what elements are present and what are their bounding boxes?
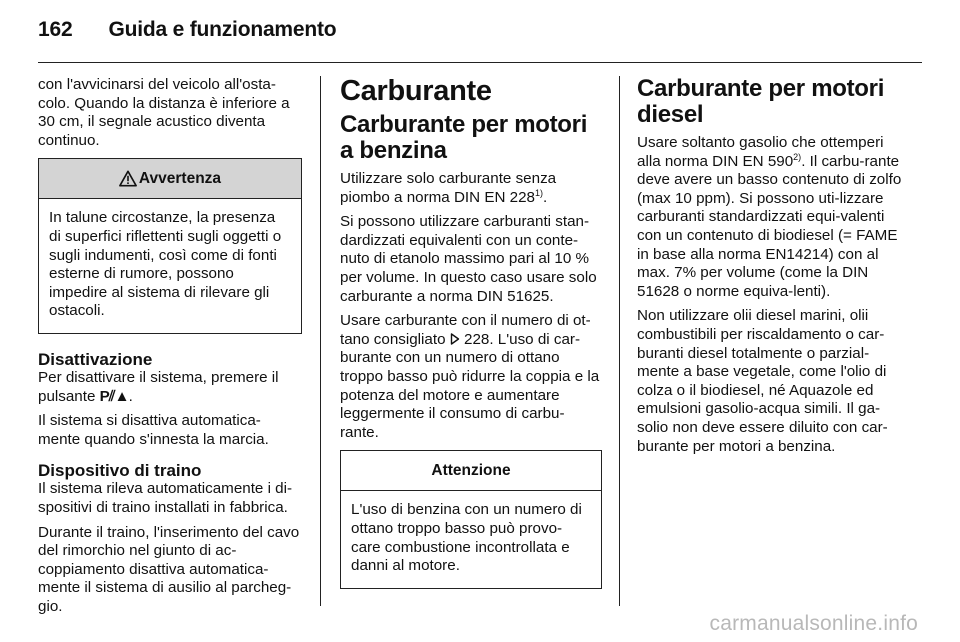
page-header bbox=[38, 18, 336, 48]
warning-triangle-icon bbox=[119, 170, 137, 187]
towing-paragraph-2: Durante il traino, l'inserimento del cavo del rimorchio nel giunto di ac-coppiamento disattiva automatica-mente il sistema di ausilio al parcheg-gio. bbox=[38, 523, 300, 615]
caution-box-body bbox=[341, 491, 601, 587]
watermark: carmanualsonline.info bbox=[709, 612, 918, 635]
warning-box-body bbox=[39, 199, 301, 333]
towing-paragraph-1: Il sistema rileva automaticamente i di-spositivi di traino installati in fabbrica. bbox=[38, 480, 293, 516]
caution-text: L'uso di benzina con un numero di ottano troppo basso può provo-care combustione incontrollata e danni al motore. bbox=[351, 501, 582, 575]
footnote-marker-2: 2) bbox=[793, 151, 802, 162]
column-2 bbox=[340, 76, 602, 605]
diesel-text: Usare soltanto gasolio che ottemperi alla norma DIN EN 590 bbox=[637, 134, 884, 170]
column-divider-right bbox=[619, 76, 620, 606]
park-assist-icon: P⫽▲ bbox=[99, 387, 129, 405]
deactivation-text-end: . bbox=[128, 387, 133, 405]
petrol-fuel-heading: Carburante per motori a benzina bbox=[340, 111, 588, 164]
footnote-marker-1: 1) bbox=[535, 187, 544, 198]
caution-box bbox=[340, 450, 602, 588]
deactivation-text: Per disattivare il sistema, premere il pulsante bbox=[38, 368, 279, 405]
diesel-text-end: . Il carbu-rante deve avere un basso contenuto di zolfo (max 10 ppm). Si possono uti-lizzare carburanti standardizzati equi-valenti con un contenuto di biodiesel (= FAME in base alla norma EN14214) con al max. 7% per volume (come la DIN 51628 o norme equiva-lenti). bbox=[637, 152, 902, 300]
octane-text: Usare carburante con il numero di ot-tano consigliato bbox=[340, 312, 591, 348]
header-rule bbox=[38, 62, 922, 63]
page-number: 162 bbox=[38, 18, 73, 41]
petrol-paragraph-2: Si possono utilizzare carburanti stan-dardizzati equivalenti con un conte-nuto di etanolo massimo pari al 10 % per volume. In questo caso usare solo carburante a norma DIN 51625. bbox=[340, 213, 597, 305]
reference-arrow-icon bbox=[450, 333, 460, 345]
warning-title: Avvertenza bbox=[138, 169, 222, 187]
fuel-heading: Carburante bbox=[340, 75, 492, 107]
petrol-text: Utilizzare solo carburante senza piombo a norma DIN EN 228 bbox=[340, 170, 557, 206]
intro-paragraph: con l'avvicinarsi del veicolo all'osta-colo. Quando la distanza è inferiore a 30 cm, il segnale acustico diventa continuo. bbox=[38, 76, 290, 149]
deactivation-heading: Disattivazione bbox=[38, 349, 153, 369]
caution-box-header bbox=[341, 451, 601, 491]
diesel-fuel-heading: Carburante per motori diesel bbox=[637, 75, 885, 128]
page-reference-link[interactable]: 228 bbox=[464, 330, 490, 348]
diesel-paragraph-1 bbox=[637, 134, 903, 301]
section-title: Guida e funzionamento bbox=[108, 18, 337, 41]
warning-box-header bbox=[39, 159, 301, 199]
petrol-text-end: . bbox=[543, 188, 548, 206]
column-1 bbox=[38, 76, 302, 622]
warning-text: In talune circostanze, la presenza di superfici riflettenti sugli oggetti o sugli indumenti, così come di fonti esterne di rumore, possono impedire al sistema di rilevare gli ostacoli. bbox=[49, 209, 282, 320]
petrol-paragraph-3 bbox=[340, 312, 602, 442]
column-3 bbox=[637, 76, 903, 462]
diesel-paragraph-2: Non utilizzare olii diesel marini, olii combustibili per riscaldamento o car-buranti diesel totalmente o parzial-mente a base vegetale, come l'olio di colza o il biodiesel, né Aquazole ed emulsioni gasolio-acqua simili. Il ga-solio non deve essere diluito con car-burante per motori a benzina. bbox=[637, 307, 888, 455]
caution-title: Attenzione bbox=[431, 461, 511, 479]
deactivation-paragraph-2: Il sistema si disattiva automatica-mente quando s'innesta la marcia. bbox=[38, 412, 269, 448]
column-divider-left bbox=[320, 76, 321, 606]
octane-text-end: . L'uso di car-burante con un numero di ottano troppo basso può ridurre la coppia e la potenza del motore e aumentare leggermente il consumo di carbu-rante. bbox=[340, 330, 600, 441]
warning-box bbox=[38, 158, 302, 334]
towing-heading: Dispositivo di traino bbox=[38, 461, 202, 481]
petrol-paragraph-1 bbox=[340, 170, 602, 207]
deactivation-paragraph-1 bbox=[38, 369, 302, 406]
